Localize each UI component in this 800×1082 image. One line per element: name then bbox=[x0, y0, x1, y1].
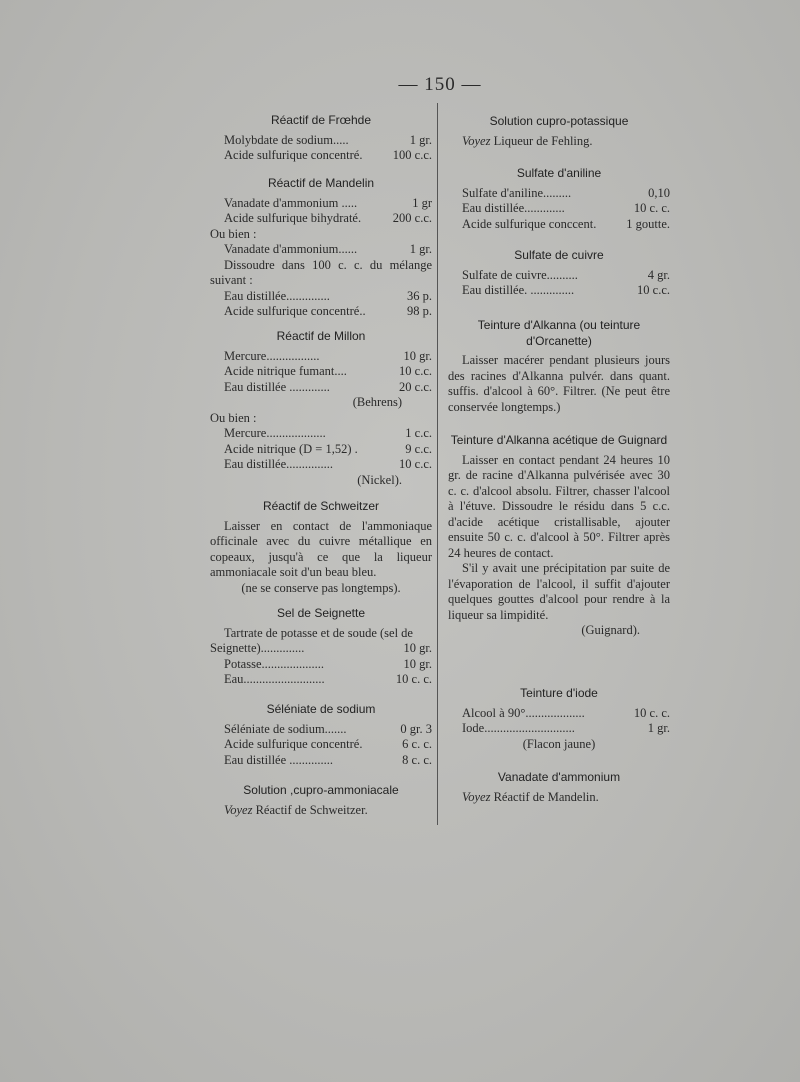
section-heading: Réactif de Mandelin bbox=[267, 176, 375, 190]
ou-bien-label: Ou bien : bbox=[210, 226, 257, 241]
recipe-row: Eau distillée. .............. 10 c.c. bbox=[462, 283, 670, 297]
recipe-row: Alcool à 90°................... 10 c. c. bbox=[462, 705, 670, 720]
section-mandelin bbox=[210, 176, 432, 320]
section-heading: Sulfate de cuivre bbox=[514, 248, 604, 262]
recipe-row: Eau distillée ............. 20 c.c. bbox=[224, 379, 432, 394]
instruction-text: S'il y avait une précipitation par suite de l'évaporation de l'alcool, il suffit d'ajouter quelques gouttes d'alcool pour rendre à la liqueur sa limpidité. bbox=[448, 561, 670, 622]
reference-line: Voyez Réactif de Schweitzer. bbox=[224, 802, 368, 817]
recipe-row: Sulfate de cuivre.......... 4 gr. bbox=[462, 267, 670, 282]
section-vanadate bbox=[448, 770, 670, 805]
source-citation: (Guignard). bbox=[581, 623, 640, 637]
section-heading: Teinture d'iode bbox=[520, 686, 598, 700]
recipe-row: Acide sulfurique concentré. 100 c.c. bbox=[224, 148, 432, 162]
section-cuivre bbox=[448, 248, 670, 299]
recipe-row: Acide sulfurique conccent. 1 goutte. bbox=[462, 216, 670, 231]
recipe-row: Eau distillée.............. 36 p. bbox=[224, 288, 432, 303]
section-schweitzer bbox=[210, 499, 432, 596]
section-iode bbox=[448, 686, 670, 752]
recipe-row: Eau distillée............... 10 c.c. bbox=[224, 457, 432, 471]
recipe-row: Vanadate d'ammonium ..... 1 gr bbox=[224, 195, 432, 210]
recipe-row: Eau distillée............. 10 c. c. bbox=[462, 201, 670, 215]
recipe-row: Iode............................. 1 gr. bbox=[462, 721, 670, 735]
recipe-row: Seignette).............. 10 gr. bbox=[210, 641, 432, 655]
recipe-row: Potasse.................... 10 gr. bbox=[224, 656, 432, 671]
ou-bien-label: Ou bien : bbox=[210, 410, 257, 425]
instruction-text: Laisser en contact pendant 24 heures 10 gr. de racine d'Alkanna pulvérisée avec 30 c. c. d'alcool absolu. Filtrer, chasser l'alcool à l'étuve. Dissoudre le résidu dans 5 c.c. d'acide acétique cristallisable, ajouter ensuite 50 c. c. d'alcool à 50°. Filtrer après 24 heures de contact. bbox=[448, 452, 670, 560]
recipe-row: Acide sulfurique bihydraté. 200 c.c. bbox=[224, 211, 432, 225]
section-cupro-ammoniacale bbox=[210, 783, 432, 818]
section-cupro-potassique bbox=[448, 114, 670, 149]
recipe-row: Mercure................. 10 gr. bbox=[224, 348, 432, 363]
section-heading: Sulfate d'aniline bbox=[516, 166, 602, 180]
section-heading: Séléniate de sodium bbox=[266, 702, 376, 716]
reference-line: Voyez Réactif de Mandelin. bbox=[462, 789, 599, 804]
section-aniline bbox=[448, 166, 670, 232]
section-heading: Solution cupro-potassique bbox=[489, 114, 629, 128]
recipe-row: Acide sulfurique concentré. 6 c. c. bbox=[224, 737, 432, 751]
section-millon bbox=[210, 329, 432, 488]
section-seleniate bbox=[210, 702, 432, 768]
instruction-text: Dissoudre dans 100 c. c. du mélange suivant : bbox=[210, 257, 432, 287]
recipe-row: Acide nitrique fumant.... 10 c.c. bbox=[224, 364, 432, 378]
recipe-row: Mercure................... 1 c.c. bbox=[224, 426, 432, 440]
section-heading: Solution ,cupro-ammoniacale bbox=[243, 783, 399, 797]
recipe-row: Vanadate d'ammonium...... 1 gr. bbox=[224, 242, 432, 256]
recipe-row: Sulfate d'aniline......... 0,10 bbox=[462, 185, 670, 200]
recipe-row: Acide nitrique (D = 1,52) . 9 c.c. bbox=[224, 441, 432, 456]
section-heading: Réactif de Millon bbox=[276, 329, 366, 343]
section-frohde bbox=[210, 113, 432, 164]
instruction-text: Laisser macérer pendant plusieurs jours des racines d'Alkanna pulvér. dans quant. suffis. d'alcool à 60°. Filtrer. (Ne peut être conservée longtemps.) bbox=[448, 353, 670, 414]
section-heading: Réactif de Schweitzer bbox=[262, 499, 380, 513]
recipe-row: Séléniate de sodium....... 0 gr. 3 bbox=[224, 721, 432, 736]
source-citation: (Nickel). bbox=[357, 472, 402, 487]
page-number: — 150 — bbox=[398, 74, 482, 95]
recipe-line: Tartrate de potasse et de soude (sel de bbox=[224, 625, 413, 640]
section-alkanna-acetique bbox=[448, 433, 670, 639]
section-heading: Vanadate d'ammonium bbox=[497, 770, 621, 784]
section-heading: Teinture d'Alkanna (ou teinture d'Orcanette) bbox=[477, 318, 641, 348]
section-heading: Sel de Seignette bbox=[276, 606, 366, 620]
recipe-row: Eau distillée .............. 8 c. c. bbox=[224, 752, 432, 767]
section-heading: Réactif de Frœhde bbox=[270, 113, 372, 127]
section-alkanna bbox=[448, 318, 670, 415]
recipe-row: Molybdate de sodium..... 1 gr. bbox=[224, 132, 432, 147]
note-text: (ne se conserve pas longtemps). bbox=[241, 580, 401, 595]
section-seignette bbox=[210, 606, 432, 688]
reference-line: Voyez Liqueur de Fehling. bbox=[462, 133, 593, 148]
source-citation: (Behrens) bbox=[352, 395, 402, 409]
recipe-row: Eau.......................... 10 c. c. bbox=[224, 672, 432, 686]
column-divider bbox=[437, 103, 438, 825]
recipe-row: Acide sulfurique concentré.. 98 p. bbox=[224, 304, 432, 318]
section-heading: Teinture d'Alkanna acétique de Guignard bbox=[450, 433, 668, 447]
note-text: (Flacon jaune) bbox=[522, 736, 596, 751]
instruction-text: Laisser en contact de l'ammoniaque officinale avec du cuivre métallique en copeaux, jusqu'à ce que la liqueur ammoniacale soit d'un beau bleu. bbox=[210, 518, 432, 579]
